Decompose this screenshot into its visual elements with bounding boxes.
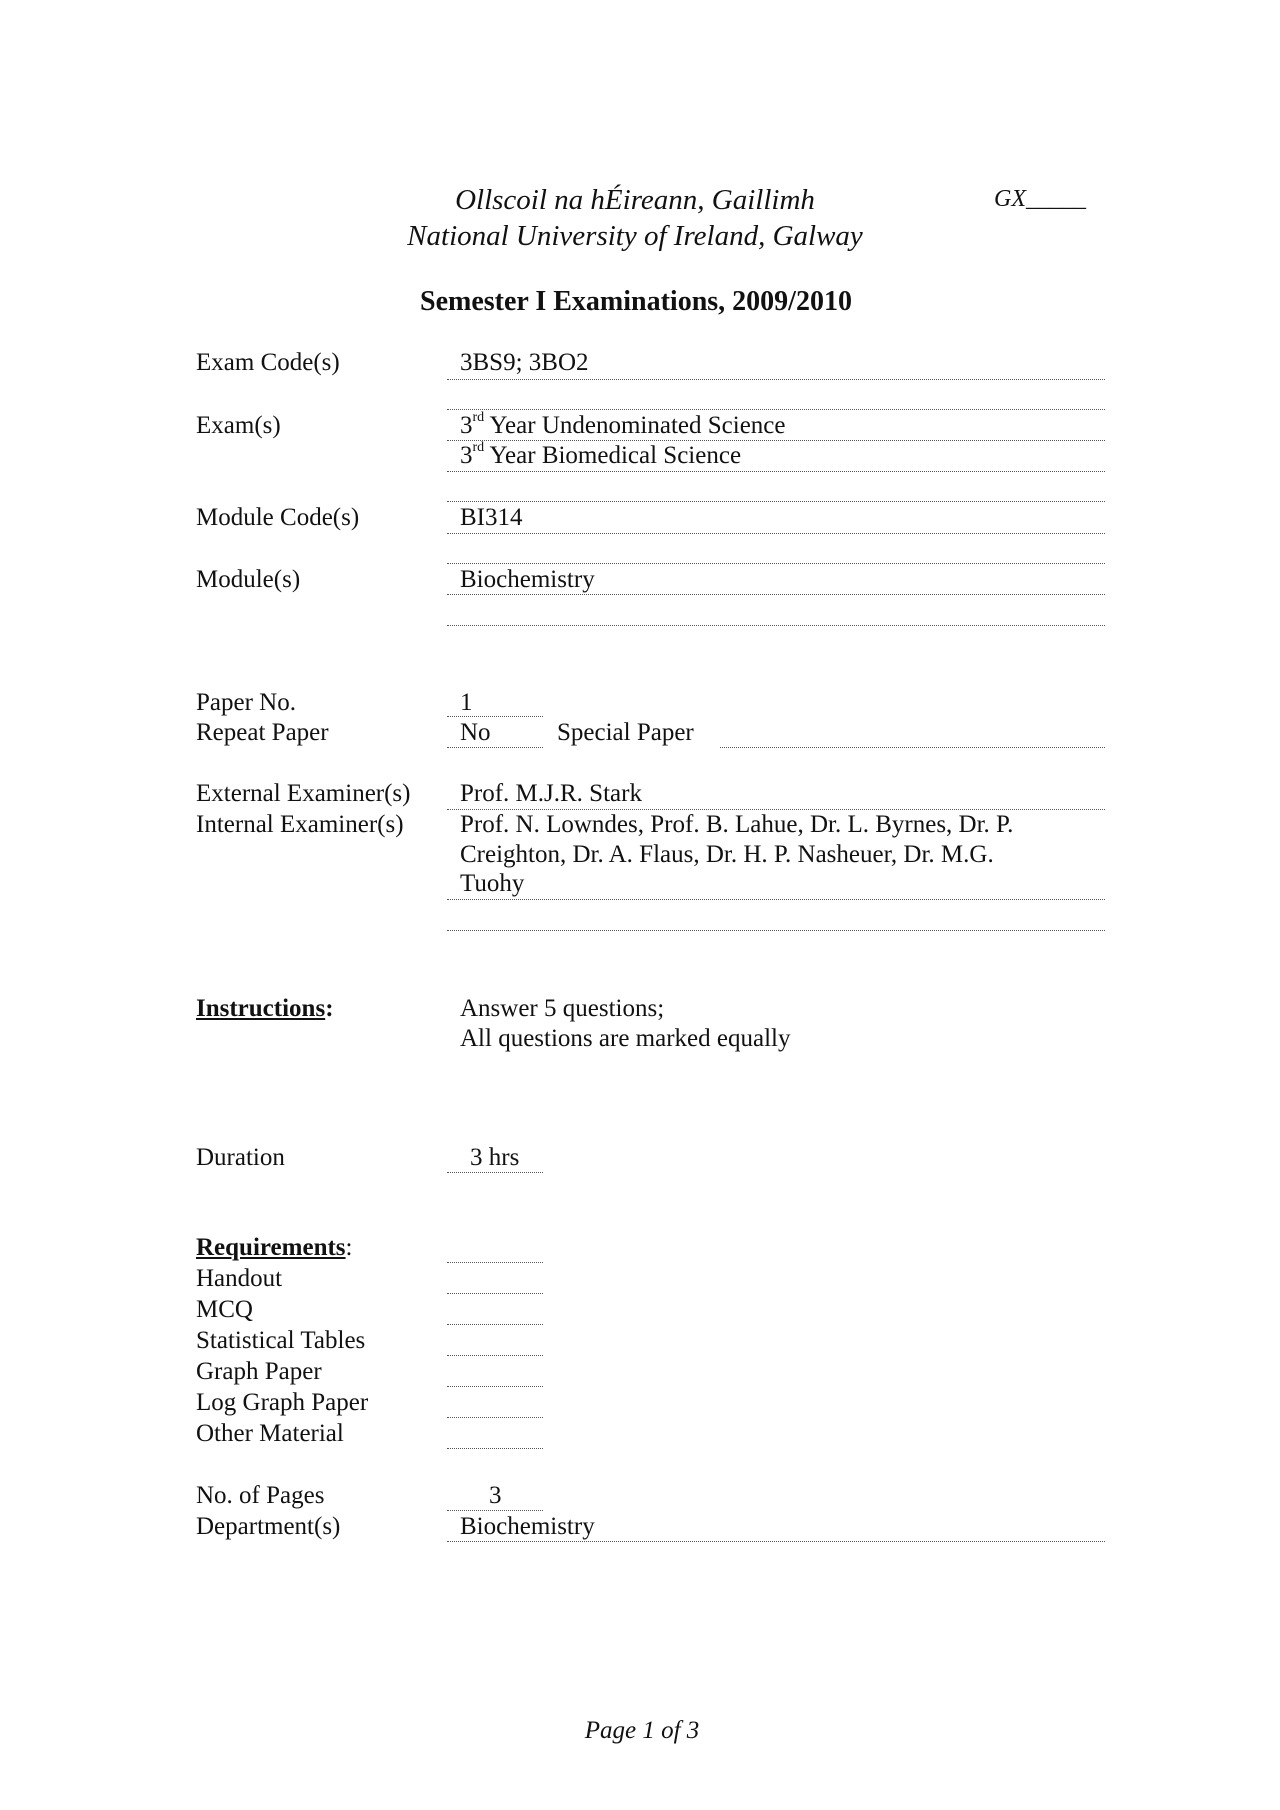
blank-line <box>447 501 1105 502</box>
internal-examiners-line <box>447 899 1105 900</box>
exam-codes-line <box>447 379 1105 380</box>
requirement-log-graph-paper: Log Graph Paper <box>196 1389 369 1416</box>
exam-2-line <box>447 471 1105 472</box>
exams-label: Exam(s) <box>196 412 281 439</box>
modules-value: Biochemistry <box>460 566 595 593</box>
module-codes-label: Module Code(s) <box>196 504 360 531</box>
requirement-other-material: Other Material <box>196 1420 344 1447</box>
exam-title: Semester I Examinations, 2009/2010 <box>420 286 852 317</box>
module-codes-line <box>447 533 1105 534</box>
internal-examiners-label: Internal Examiner(s) <box>196 811 404 838</box>
departments-value: Biochemistry <box>460 1513 595 1540</box>
modules-label: Module(s) <box>196 566 301 593</box>
repeat-paper-label: Repeat Paper <box>196 719 329 746</box>
duration-line <box>447 1172 543 1173</box>
special-paper-line <box>720 747 1105 748</box>
blank-line <box>447 563 1105 564</box>
requirement-line <box>447 1386 543 1387</box>
instructions-line-2: All questions are marked equally <box>460 1025 791 1052</box>
modules-line <box>447 594 1105 595</box>
external-examiners-label: External Examiner(s) <box>196 780 411 807</box>
requirement-mcq: MCQ <box>196 1296 253 1323</box>
exam-codes-label: Exam Code(s) <box>196 349 340 376</box>
page-number: Page 1 of 3 <box>584 1717 700 1744</box>
requirement-graph-paper: Graph Paper <box>196 1358 322 1385</box>
university-name-english: National University of Ireland, Galway <box>407 220 863 252</box>
gx-code: GX_____ <box>994 186 1086 212</box>
instructions-label: Instructions: <box>196 995 334 1022</box>
external-examiners-value: Prof. M.J.R. Stark <box>460 780 642 807</box>
pages-label: No. of Pages <box>196 1482 325 1509</box>
requirement-line <box>447 1448 543 1449</box>
paper-no-label: Paper No. <box>196 689 296 716</box>
module-codes-value: BI314 <box>460 504 523 531</box>
internal-examiners-line-2: Creighton, Dr. A. Flaus, Dr. H. P. Nasheuer, Dr. M.G. <box>460 841 994 868</box>
internal-examiners-line-3: Tuohy <box>460 870 525 897</box>
special-paper-label: Special Paper <box>557 719 694 746</box>
paper-no-value: 1 <box>460 689 473 716</box>
repeat-paper-value: No <box>460 719 491 746</box>
requirement-line <box>447 1324 543 1325</box>
university-name-irish: Ollscoil na hÉireann, Gaillimh <box>455 184 815 216</box>
exam-1-value: 3rd Year Undenominated Science <box>460 410 786 439</box>
departments-line <box>447 1541 1105 1542</box>
internal-examiners-line-1: Prof. N. Lowndes, Prof. B. Lahue, Dr. L. Byrnes, Dr. P. <box>460 811 1014 838</box>
exam-2-value: 3rd Year Biomedical Science <box>460 440 742 469</box>
duration-label: Duration <box>196 1144 285 1171</box>
requirements-line <box>447 1262 543 1263</box>
paper-no-line <box>447 716 543 717</box>
blank-line <box>447 930 1105 931</box>
requirement-line <box>447 1293 543 1294</box>
requirement-handout: Handout <box>196 1265 283 1292</box>
repeat-paper-line <box>447 747 543 748</box>
requirement-line <box>447 1355 543 1356</box>
requirement-line <box>447 1417 543 1418</box>
duration-value: 3 hrs <box>470 1144 520 1171</box>
instructions-line-1: Answer 5 questions; <box>460 995 665 1022</box>
exam-codes-value: 3BS9; 3BO2 <box>460 349 589 376</box>
requirements-label: Requirements: <box>196 1234 353 1261</box>
blank-line <box>447 625 1105 626</box>
requirement-statistical-tables: Statistical Tables <box>196 1327 366 1354</box>
pages-line <box>447 1510 543 1511</box>
blank-line <box>447 409 1105 410</box>
pages-value: 3 <box>489 1482 502 1509</box>
departments-label: Department(s) <box>196 1513 341 1540</box>
